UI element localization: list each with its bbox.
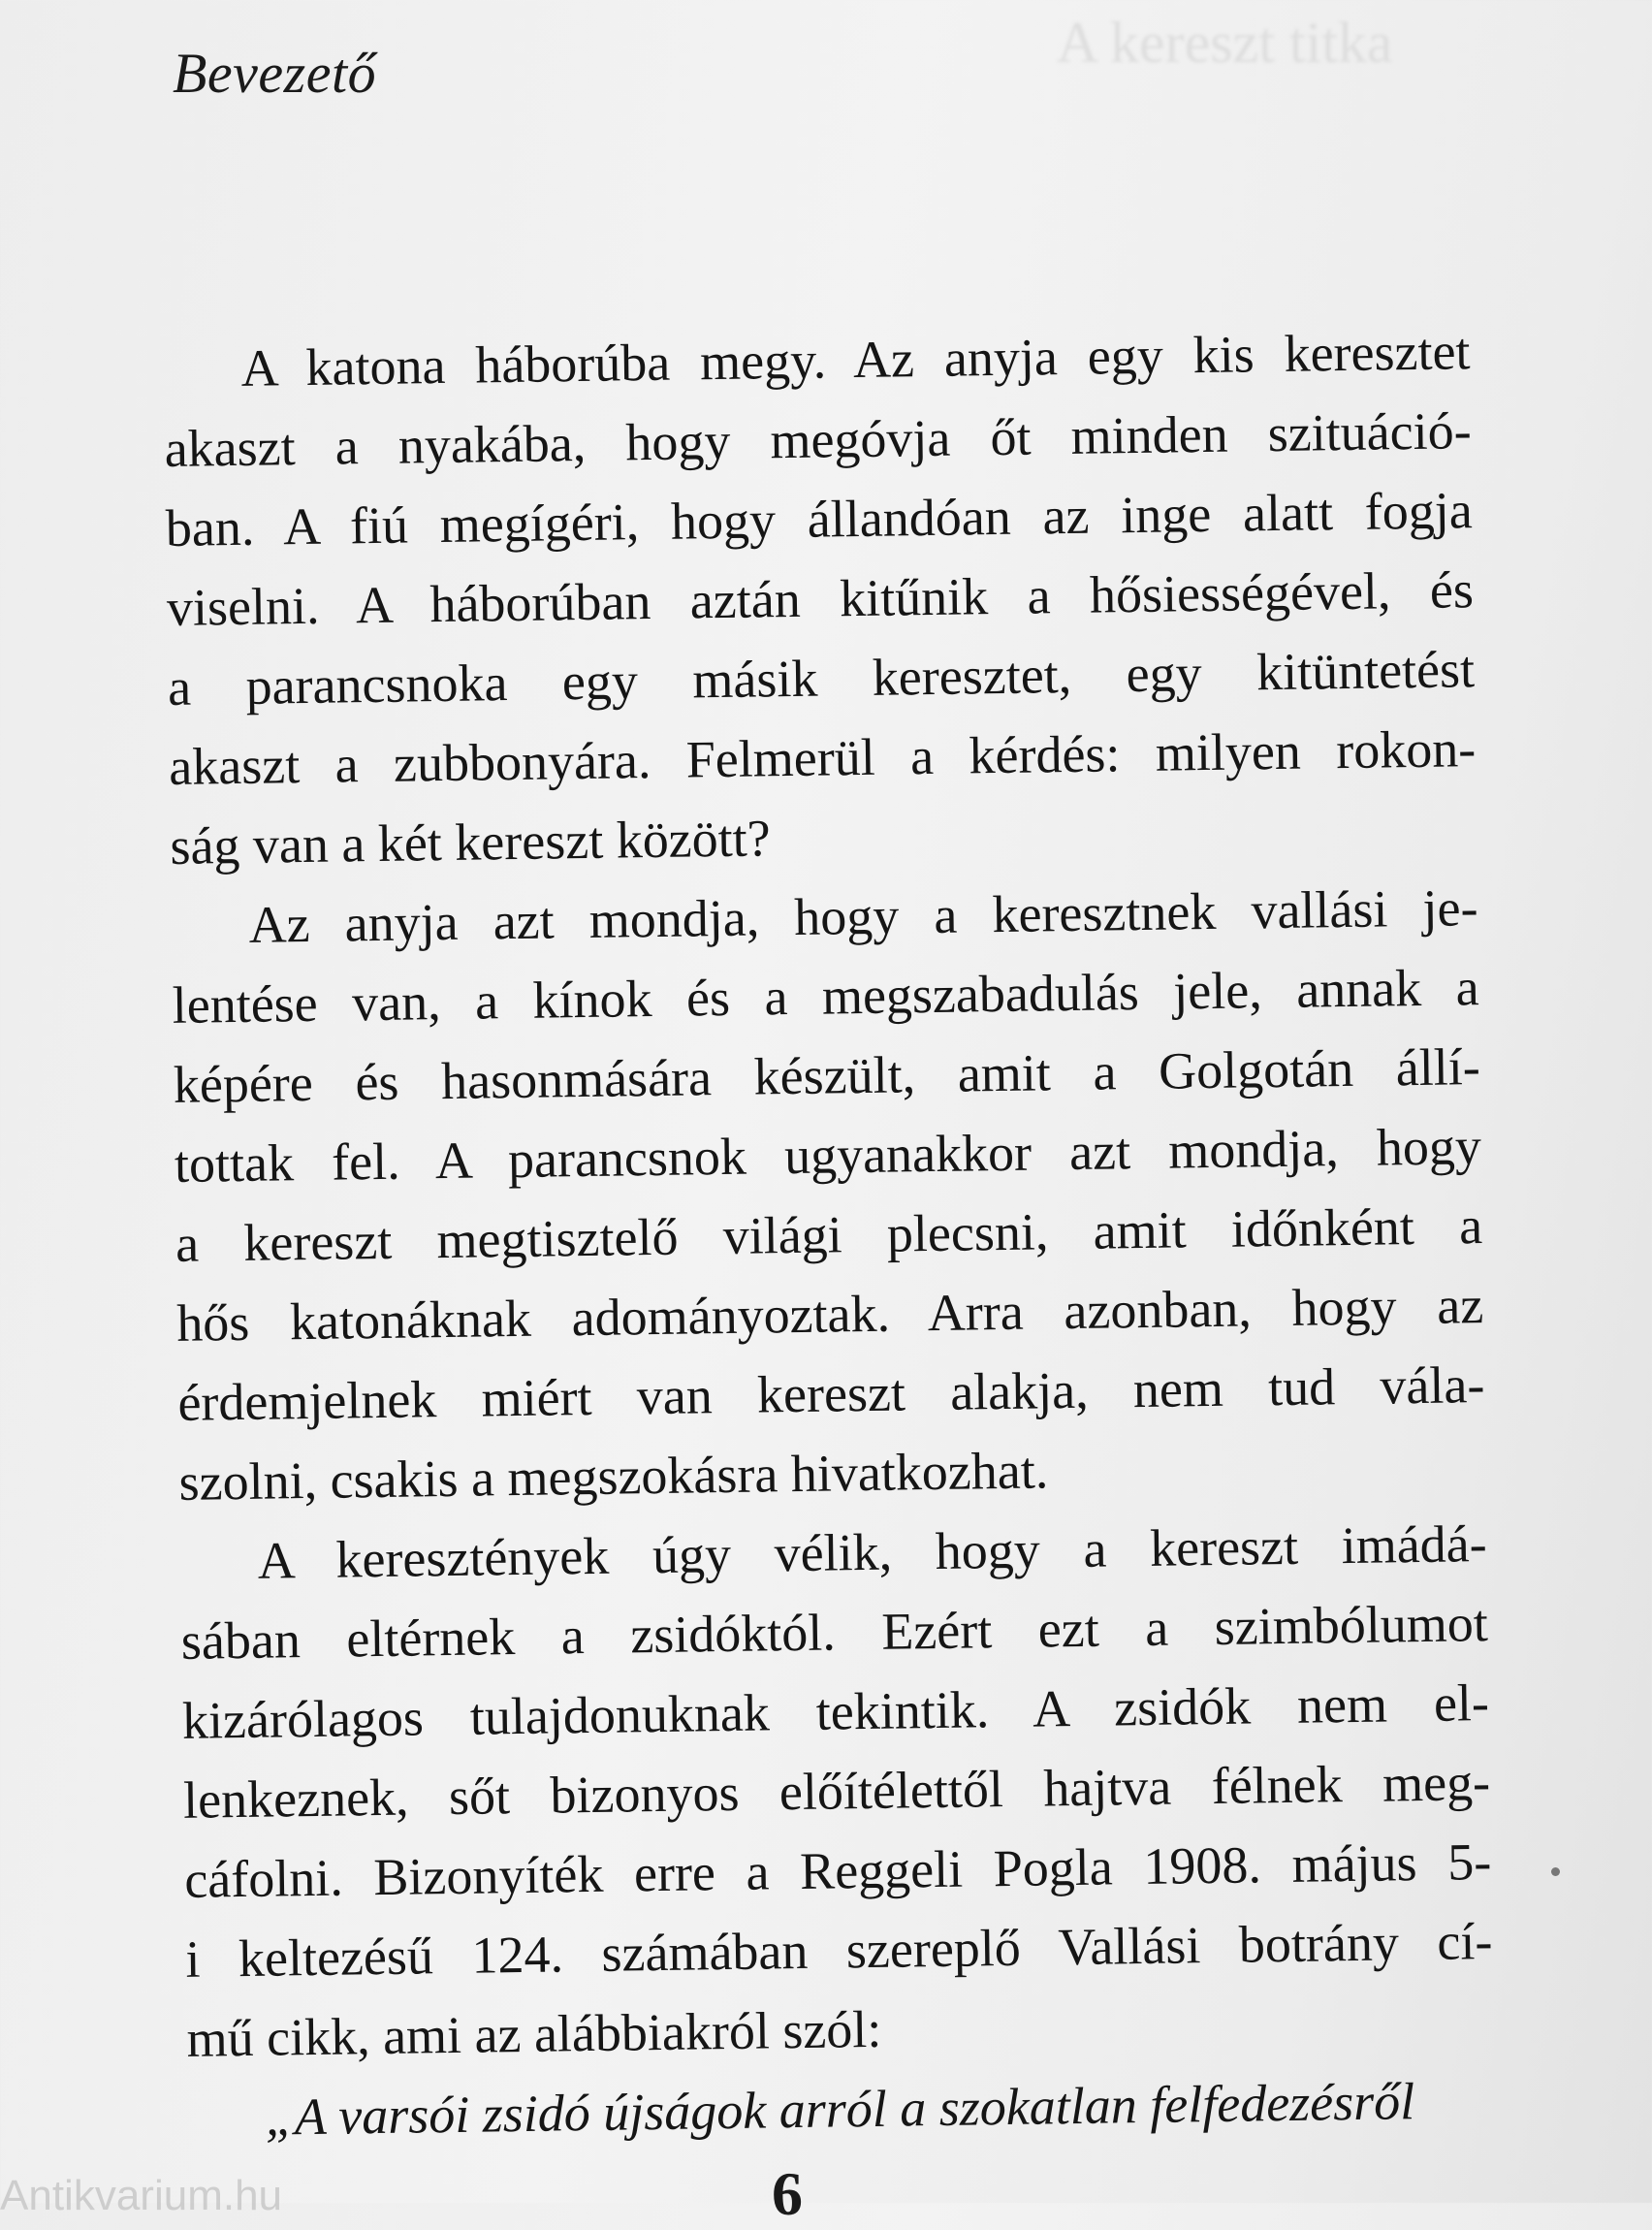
paragraph-1-line-6: akaszt a zubbonyára. Felmerül a kérdés: milyen rokon- <box>168 719 1477 796</box>
paragraph-3-line-1: A keresztények úgy vélik, hogy a kereszt imádá- <box>257 1514 1488 1590</box>
page-number: 6 <box>772 2159 803 2228</box>
quote-line-1: „A varsói zsidó újságok arról a szokatlan felfedezésről <box>265 2072 1415 2147</box>
facing-page-running-head: A kereszt titka <box>1057 11 1393 75</box>
paragraph-3-line-6: i keltezésű 124. számában szereplő Vallási botrány cí- <box>185 1912 1493 1989</box>
body-text <box>163 311 1495 2158</box>
paragraph-1-line-4: viselni. A háborúban aztán kitűnik a hősiességével, és <box>166 560 1475 637</box>
watermark: Antikvarium.hu <box>0 2172 283 2219</box>
print-speck <box>1551 1867 1560 1876</box>
paragraph-3-line-5: cáfolni. Bizonyíték erre a Reggeli Pogla 1908. május 5- <box>183 1832 1492 1909</box>
paragraph-2-line-8: szolni, csakis a megszokásra hivatkozhat. <box>178 1441 1049 1512</box>
paragraph-1-line-7: ság van a két kereszt között? <box>170 809 772 876</box>
paragraph-2-line-4: tottak fel. A parancsnok ugyanakkor azt mondja, hogy <box>174 1117 1482 1194</box>
paragraph-2-line-6: hős katonáknak adományoztak. Arra azonban, hogy az <box>175 1276 1484 1353</box>
paragraph-2-line-5: a kereszt megtisztelő világi plecsni, amit időnként a <box>175 1196 1483 1273</box>
paragraph-2-line-2: lentése van, a kínok és a megszabadulás jele, annak a <box>172 958 1480 1035</box>
paragraph-3-line-2: sában eltérnek a zsidóktól. Ezért ezt a szimbólumot <box>180 1594 1489 1671</box>
paragraph-1-line-3: ban. A fiú megígéri, hogy állandóan az inge alatt fogja <box>165 481 1474 558</box>
paragraph-3-line-3: kizárólagos tulajdonuknak tekintik. A zsidók nem el- <box>181 1673 1490 1750</box>
running-head: Bevezető <box>173 42 377 105</box>
paragraph-1-line-2: akaszt a nyakába, hogy megóvja őt minden szituáció- <box>164 401 1473 478</box>
paragraph-1-line-5: a parancsnoka egy másik keresztet, egy kitüntetést <box>167 640 1476 717</box>
paragraph-2-line-1: Az anyja azt mondja, hogy a keresztnek vallási je- <box>248 878 1478 954</box>
paragraph-2-line-3: képére és hasonmására készült, amit a Golgotán állí- <box>173 1037 1481 1114</box>
paragraph-3-line-7: mű cikk, ami az alábbiakról szól: <box>186 1999 882 2068</box>
paragraph-2-line-7: érdemjelnek miért van kereszt alakja, nem tud vála- <box>177 1355 1485 1432</box>
paragraph-1-line-1: A katona háborúba megy. Az anyja egy kis keresztet <box>240 322 1471 398</box>
paragraph-3-line-4: lenkeznek, sőt bizonyos előítélettől hajtva félnek meg- <box>182 1753 1491 1830</box>
